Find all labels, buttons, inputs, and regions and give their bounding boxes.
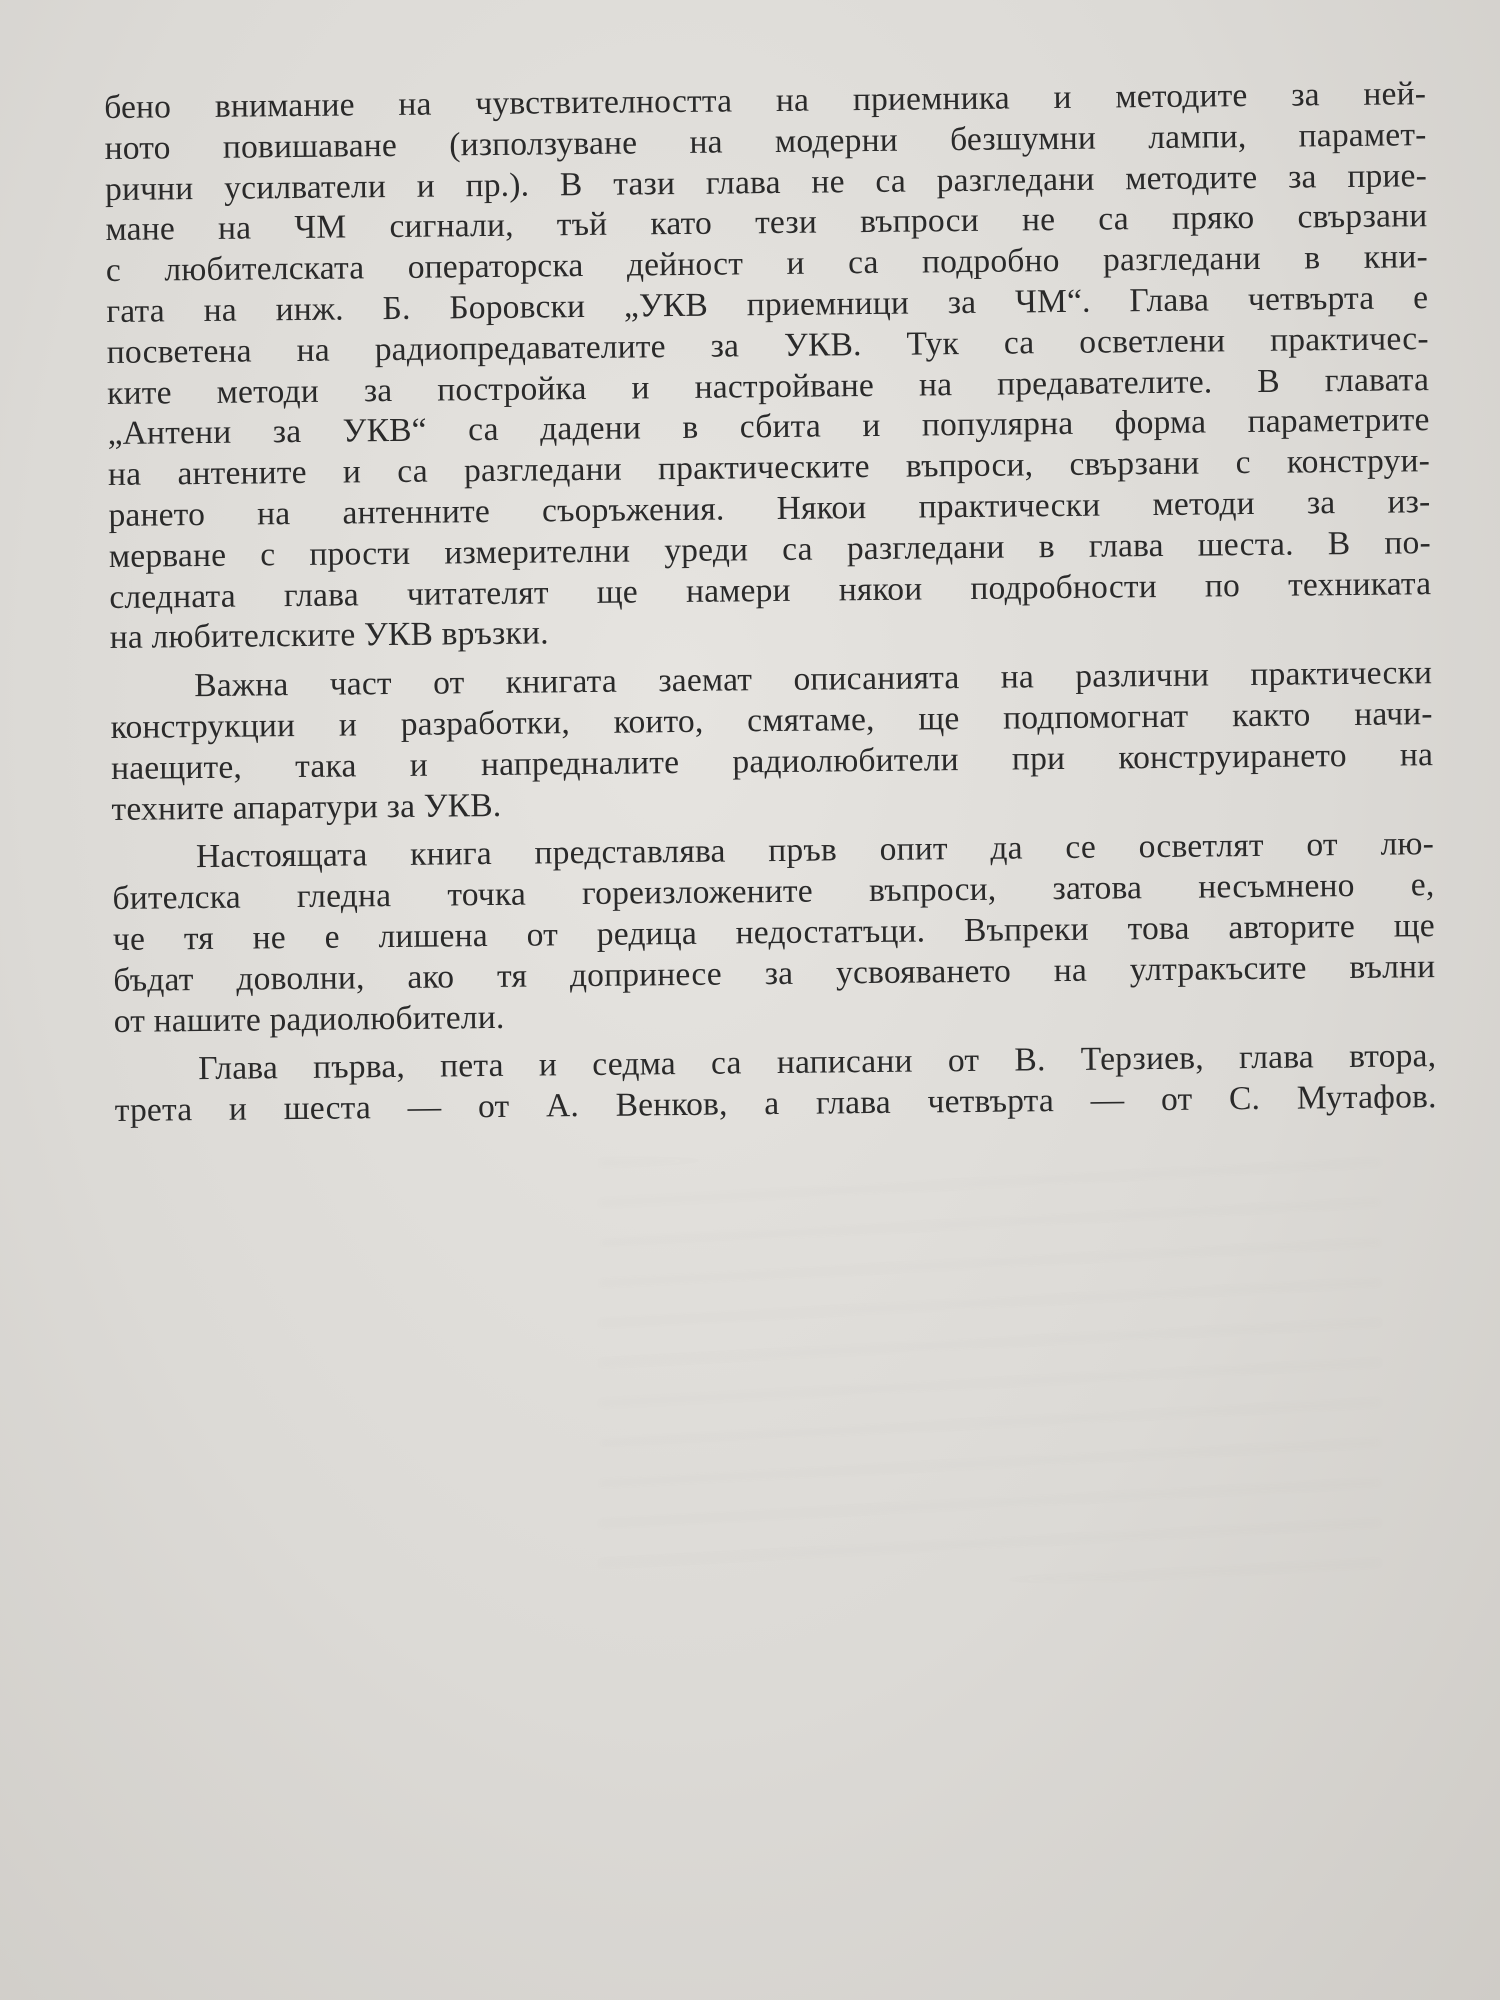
text-line: с любителската операторска дейност и са подробно разгледани в кни-	[105, 238, 1429, 290]
text-line: мане на ЧМ сигнали, тъй като тези въпроси не са пряко свързани	[105, 197, 1428, 249]
paragraph-3	[112, 824, 1436, 1042]
text-line: конструкции и разработки, които, смятаме, ще подпомогнат както начи-	[110, 695, 1433, 746]
paragraph-1	[104, 74, 1432, 659]
page-text	[104, 74, 1437, 1132]
text-line: трета и шеста — от А. Венков, а глава четвърта — от С. Мутафов.	[114, 1078, 1437, 1130]
text-line: Настоящата книга представлява пръв опит да се осветлят от лю-	[195, 825, 1435, 876]
text-line: бъдат доволни, ако тя допринесе за усвояването на ултракъсите вълни	[113, 947, 1436, 999]
paragraph-2	[110, 653, 1434, 830]
text-line: Важна част от книгата заемат описанията на различни практически	[194, 654, 1433, 705]
text-line: бителска гледна точка гореизложените въпроси, затова несъмнено е,	[112, 866, 1435, 918]
text-line: ното повишаване (използуване на модерни безшумни лампи, парамет-	[104, 115, 1427, 167]
text-line: Глава първа, пета и седма са написани от В. Терзиев, глава втора,	[198, 1037, 1437, 1088]
text-line: наещите, така и напредналите радиолюбители при конструирането на	[110, 735, 1434, 787]
text-line: на антените и са разгледани практическите въпроси, свързани с конструи-	[107, 442, 1431, 494]
text-line: „Антени за УКВ“ са дадени в сбита и популярна форма параметрите	[107, 401, 1430, 453]
text-line: бено внимание на чувствителността на приемника и методите за ней-	[104, 75, 1427, 126]
text-line: рични усилватели и пр.). В тази глава не са разгледани методите за прие-	[104, 156, 1428, 208]
text-line: че тя не е лишена от редица недостатъци. Въпреки това авторите ще	[112, 907, 1436, 958]
bleed-through-shadow	[600, 1160, 1380, 1580]
text-line: на любителските УКВ връзки.	[109, 614, 549, 657]
paragraph-4	[114, 1036, 1437, 1131]
text-line: гата на инж. Б. Боровски „УКВ приемници за ЧМ“. Глава четвърта е	[106, 279, 1429, 330]
text-line: ките методи за постройка и настройване на предавателите. В главата	[107, 360, 1430, 412]
text-line: посветена на радиопредавателите за УКВ. Тук са осветлени практичес-	[106, 319, 1429, 371]
text-line: рането на антенните съоръжения. Някои практически методи за из-	[108, 483, 1431, 534]
text-line: мерване с прости измерителни уреди са разгледани в глава шеста. В по-	[108, 523, 1432, 575]
text-line: от нашите радиолюбители.	[113, 998, 505, 1040]
text-line: техните апаратури за УКВ.	[111, 786, 502, 828]
text-line: следната глава читателят ще намери някои подробности по техниката	[109, 564, 1432, 616]
